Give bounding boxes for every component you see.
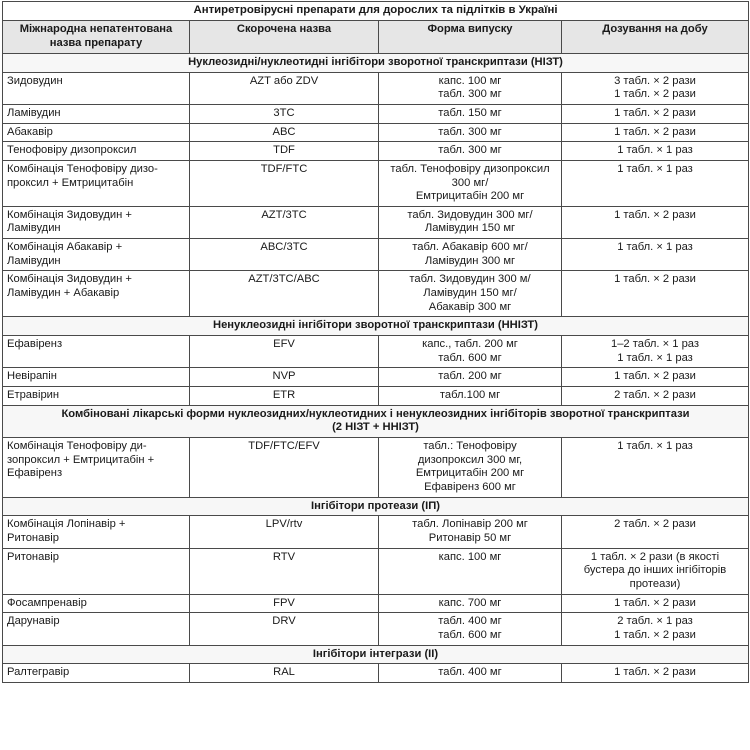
table-row: [3, 160, 749, 206]
daily-dose-cell: 1 табл. × 2 рази: [562, 594, 749, 613]
section-header-row: [3, 645, 749, 664]
section-title: Ненуклеозидні інгібітори зворотної транскриптази (ННІЗТ): [3, 317, 749, 336]
drug-name-cell: Ритонавір: [3, 548, 190, 594]
table-row: [3, 613, 749, 645]
daily-dose-cell: 1 табл. × 2 рази: [562, 104, 749, 123]
drug-name-cell: Комбінація Лопінавір + Ритонавір: [3, 516, 190, 548]
daily-dose-cell: 1 табл. × 2 рази: [562, 123, 749, 142]
abbreviation-cell: TDF/FTC/EFV: [190, 438, 379, 498]
abbreviation-cell: FPV: [190, 594, 379, 613]
drug-name-cell: Невірапін: [3, 368, 190, 387]
drug-name-cell: Ламівудин: [3, 104, 190, 123]
dosage-form-cell: табл. 400 мг табл. 600 мг: [379, 613, 562, 645]
daily-dose-cell: 2 табл. × 2 рази: [562, 516, 749, 548]
dosage-form-cell: капс. 100 мг: [379, 548, 562, 594]
daily-dose-cell: 1 табл. × 1 раз: [562, 142, 749, 161]
abbreviation-cell: DRV: [190, 613, 379, 645]
daily-dose-cell: 1 табл. × 1 раз: [562, 438, 749, 498]
daily-dose-cell: 1 табл. × 2 рази (в якості бустера до інших інгібіторів протеази): [562, 548, 749, 594]
table-row: [3, 123, 749, 142]
table-title: Антиретровірусні препарати для дорослих та підлітків в Україні: [3, 2, 749, 21]
abbreviation-cell: TDF: [190, 142, 379, 161]
abbreviation-cell: AZT або ZDV: [190, 72, 379, 104]
dosage-form-cell: табл. 150 мг: [379, 104, 562, 123]
abbreviation-cell: NVP: [190, 368, 379, 387]
drug-name-cell: Етравірин: [3, 387, 190, 406]
dosage-form-cell: табл. Тенофовіру дизопроксил 300 мг/ Емтрицитабін 200 мг: [379, 160, 562, 206]
drug-name-cell: Ралтегравір: [3, 664, 190, 683]
drug-name-cell: Комбінація Тенофовіру дизо- проксил + Емтрицитабін: [3, 160, 190, 206]
daily-dose-cell: 1 табл. × 2 рази: [562, 664, 749, 683]
daily-dose-cell: 1 табл. × 1 раз: [562, 239, 749, 271]
dosage-form-cell: капс. 100 мг табл. 300 мг: [379, 72, 562, 104]
abbreviation-cell: AZT/3TC/ABC: [190, 271, 379, 317]
table-row: [3, 72, 749, 104]
table-row: [3, 368, 749, 387]
dosage-form-cell: табл. 300 мг: [379, 142, 562, 161]
section-title: Інгібітори інтегрази (ІІ): [3, 645, 749, 664]
table-row: [3, 271, 749, 317]
dosage-form-cell: табл.100 мг: [379, 387, 562, 406]
dosage-form-cell: табл. Лопінавір 200 мг Ритонавір 50 мг: [379, 516, 562, 548]
abbreviation-cell: ETR: [190, 387, 379, 406]
column-header-name: Міжнародна непатентована назва препарату: [3, 20, 190, 53]
drug-name-cell: Комбінація Абакавір + Ламівудин: [3, 239, 190, 271]
abbreviation-cell: 3TC: [190, 104, 379, 123]
table-row: [3, 336, 749, 368]
drug-name-cell: Абакавір: [3, 123, 190, 142]
abbreviation-cell: EFV: [190, 336, 379, 368]
dosage-form-cell: табл.: Тенофовіру дизопроксил 300 мг, Емтрицитабін 200 мг Ефавіренз 600 мг: [379, 438, 562, 498]
table-row: [3, 206, 749, 238]
table-row: [3, 516, 749, 548]
table-caption-row: [3, 2, 749, 21]
section-title: Інгібітори протеази (ІП): [3, 497, 749, 516]
section-title: Комбіновані лікарські форми нуклеозидних/нуклеотидних і ненуклеозидних інгібіторів зворотної транскриптази (2 НІЗТ + ННІЗТ): [3, 405, 749, 437]
drug-name-cell: Дарунавір: [3, 613, 190, 645]
daily-dose-cell: 3 табл. × 2 рази 1 табл. × 2 рази: [562, 72, 749, 104]
table-row: [3, 438, 749, 498]
abbreviation-cell: RTV: [190, 548, 379, 594]
abbreviation-cell: LPV/rtv: [190, 516, 379, 548]
dosage-form-cell: капс. 700 мг: [379, 594, 562, 613]
dosage-form-cell: табл. 200 мг: [379, 368, 562, 387]
table-row: [3, 239, 749, 271]
dosage-form-cell: табл. Абакавір 600 мг/ Ламівудин 300 мг: [379, 239, 562, 271]
abbreviation-cell: ABC/3TC: [190, 239, 379, 271]
section-header-row: [3, 53, 749, 72]
table-body: [3, 53, 749, 682]
drug-name-cell: Тенофовіру дизопроксил: [3, 142, 190, 161]
section-header-row: [3, 317, 749, 336]
drug-name-cell: Комбінація Зидовудин + Ламівудин: [3, 206, 190, 238]
column-header-abbr: Скорочена назва: [190, 20, 379, 53]
table-row: [3, 664, 749, 683]
dosage-form-cell: капс., табл. 200 мг табл. 600 мг: [379, 336, 562, 368]
section-header-row: [3, 497, 749, 516]
table-row: [3, 548, 749, 594]
daily-dose-cell: 1 табл. × 1 раз: [562, 160, 749, 206]
abbreviation-cell: AZT/3TC: [190, 206, 379, 238]
table-row: [3, 104, 749, 123]
table-row: [3, 387, 749, 406]
drug-table: [2, 1, 749, 683]
column-header-dose: Дозування на добу: [562, 20, 749, 53]
drug-name-cell: Ефавіренз: [3, 336, 190, 368]
daily-dose-cell: 1 табл. × 2 рази: [562, 271, 749, 317]
section-header-row: [3, 405, 749, 437]
table-row: [3, 594, 749, 613]
abbreviation-cell: ABC: [190, 123, 379, 142]
drug-name-cell: Комбінація Тенофовіру ди- зопроксил + Емтрицитабін + Ефавіренз: [3, 438, 190, 498]
section-title: Нуклеозидні/нуклеотидні інгібітори зворотної транскриптази (НІЗТ): [3, 53, 749, 72]
drug-name-cell: Зидовудин: [3, 72, 190, 104]
column-header-row: [3, 20, 749, 53]
daily-dose-cell: 1–2 табл. × 1 раз 1 табл. × 1 раз: [562, 336, 749, 368]
dosage-form-cell: табл. 300 мг: [379, 123, 562, 142]
abbreviation-cell: RAL: [190, 664, 379, 683]
dosage-form-cell: табл. Зидовудин 300 мг/ Ламівудин 150 мг: [379, 206, 562, 238]
abbreviation-cell: TDF/FTC: [190, 160, 379, 206]
daily-dose-cell: 1 табл. × 2 рази: [562, 368, 749, 387]
dosage-form-cell: табл. 400 мг: [379, 664, 562, 683]
dosage-form-cell: табл. Зидовудин 300 м/ Ламівудин 150 мг/ Абакавір 300 мг: [379, 271, 562, 317]
daily-dose-cell: 2 табл. × 2 рази: [562, 387, 749, 406]
drug-name-cell: Комбінація Зидовудин + Ламівудин + Абакавір: [3, 271, 190, 317]
daily-dose-cell: 1 табл. × 2 рази: [562, 206, 749, 238]
drug-name-cell: Фосампренавір: [3, 594, 190, 613]
daily-dose-cell: 2 табл. × 1 раз 1 табл. × 2 рази: [562, 613, 749, 645]
column-header-form: Форма випуску: [379, 20, 562, 53]
table-row: [3, 142, 749, 161]
